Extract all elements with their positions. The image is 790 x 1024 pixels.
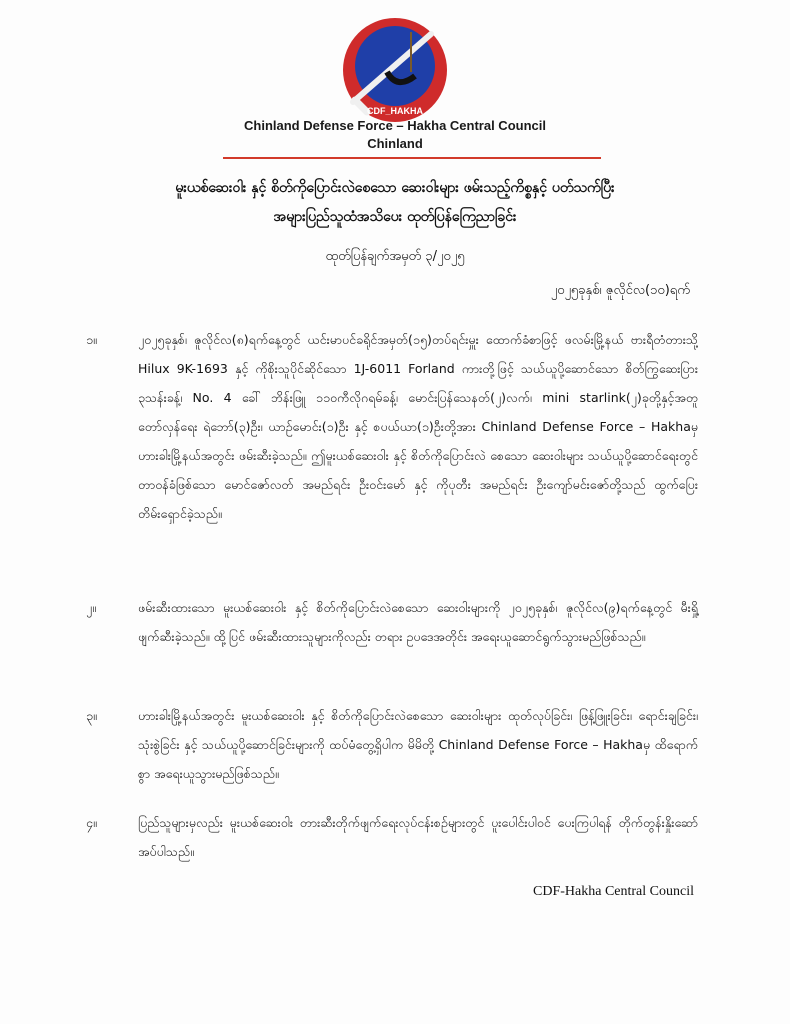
statement-reference: ထုတ်ပြန်ချက်အမှတ် ၃/၂၀၂၅ — [325, 249, 465, 264]
org-location: Chinland — [367, 136, 423, 151]
paragraph-number: ၃။ — [86, 708, 97, 723]
paragraph-4 — [86, 808, 698, 866]
paragraph-number: ၄။ — [86, 815, 97, 830]
cdf-hakha-logo — [337, 14, 453, 130]
paragraph-2 — [86, 593, 698, 651]
paragraph-text: ၂၀၂၅ခုနှစ်၊ ဇူလိုင်လ(၈)ရက်နေ့တွင် ယင်းမာပင်ခရိုင်အမှတ်(၁၅)တပ်ရင်းမှူး ထောက်ခံစာဖြင့် ဖလမ်းမြို့နယ် ဗားရီတံတားသို့ Hilux 9K-1693 နှင့် ကိုစိုးသူပိုင်ဆိုင်သော 1J-6011 Forland ကားတို့ဖြင့် သယ်ယူပို့ဆောင်သော စိတ်ကြွဆေးပြား ၃သန်းခန့်၊ No. 4 ခေါ် ဘိန်းဖြူ ၁၁၀ကီလိုဂရမ်ခန့်၊ မောင်းပြန်သေနတ်(၂)လက်၊ mini starlink(၂)ခုတို့နှင့်အတူ တော်လှန်ရေး ရဲဘော်(၃)ဦး၊ ယာဉ်မောင်း(၁)ဦး နှင့် စပယ်ယာ(၁)ဦးတို့အား Chinland Defense Force – Hakhaမှ ဟားခါးမြို့နယ်အတွင်း ဖမ်းဆီးခဲ့သည်။ ဤမူးယစ်ဆေးဝါး နှင့် စိတ်ကိုပြောင်းလဲ စေသော ဆေးဝါးများ သယ်ယူပို့ဆောင်ရေးတွင် တာဝန်ခံဖြစ်သော မောင်ဇော်လတ် အမည်ရင်း ဦးဝင်းမော် နှင့် ကိုပုတီး အမည်ရင်း ဦးကျော်မင်းဇော်တို့သည် ထွက်ပြေးတိမ်းရှောင်ခဲ့သည်။ — [138, 332, 698, 521]
paragraph-number: ၂။ — [86, 600, 96, 615]
cdf-hakha-emblem — [337, 14, 453, 130]
title-line-1: မူးယစ်ဆေးဝါး နှင့် စိတ်ကိုပြောင်းလဲစေသော ဆေးဝါးများ ဖမ်းသည့်ကိစ္စနှင့် ပတ်သက်ပြီး — [175, 180, 615, 196]
header-divider — [223, 157, 601, 159]
paragraph-1 — [86, 325, 698, 528]
signature: CDF-Hakha Central Council — [533, 884, 694, 899]
org-name: Chinland Defense Force – Hakha Central Council — [244, 118, 546, 133]
title-line-2: အများပြည်သူထံအသိပေး ထုတ်ပြန်ကြေညာခြင်း — [273, 209, 517, 225]
logo-text: CDF_HAKHA — [367, 106, 423, 116]
paragraph-text: ပြည်သူများမှလည်း မူးယစ်ဆေးဝါး တားဆီးတိုက်ဖျက်ရေးလုပ်ငန်းစဉ်များတွင် ပူးပေါင်းပါဝင် ပေးကြပါရန် တိုက်တွန်းနှိုးဆော်အပ်ပါသည်။ — [138, 815, 698, 859]
paragraph-3 — [86, 701, 698, 788]
statement-date: ၂၀၂၅ခုနှစ်၊ ဇူလိုင်လ(၁၀)ရက် — [550, 283, 690, 298]
paragraph-text: ဖမ်းဆီးထားသော မူးယစ်ဆေးဝါး နှင့် စိတ်ကိုပြောင်းလဲစေသော ဆေးဝါးများကို ၂၀၂၅ခုနှစ်၊ ဇူလိုင်လ(၉)ရက်နေ့တွင် မီးရှို့ဖျက်ဆီးခဲ့သည်။ ထို့ပြင် ဖမ်းဆီးထားသူများကိုလည်း တရား ဥပဒေအတိုင်း အရေးယူဆောင်ရွက်သွားမည်ဖြစ်သည်။ — [138, 600, 698, 644]
paragraph-number: ၁။ — [86, 332, 97, 347]
paragraph-text: ဟားခါးမြို့နယ်အတွင်း မူးယစ်ဆေးဝါး နှင့် စိတ်ကိုပြောင်းလဲစေသော ဆေးဝါးများ ထုတ်လုပ်ခြင်း၊ ဖြန့်ဖြူးခြင်း၊ ရောင်းချခြင်း၊ သုံးစွဲခြင်း နှင့် သယ်ယူပို့ဆောင်ခြင်းများကို ထပ်မံတွေ့ရှိပါက မိမိတို့ Chinland Defense Force – Hakhaမှ ထိရောက်စွာ အရေးယူသွားမည်ဖြစ်သည်။ — [138, 708, 698, 781]
